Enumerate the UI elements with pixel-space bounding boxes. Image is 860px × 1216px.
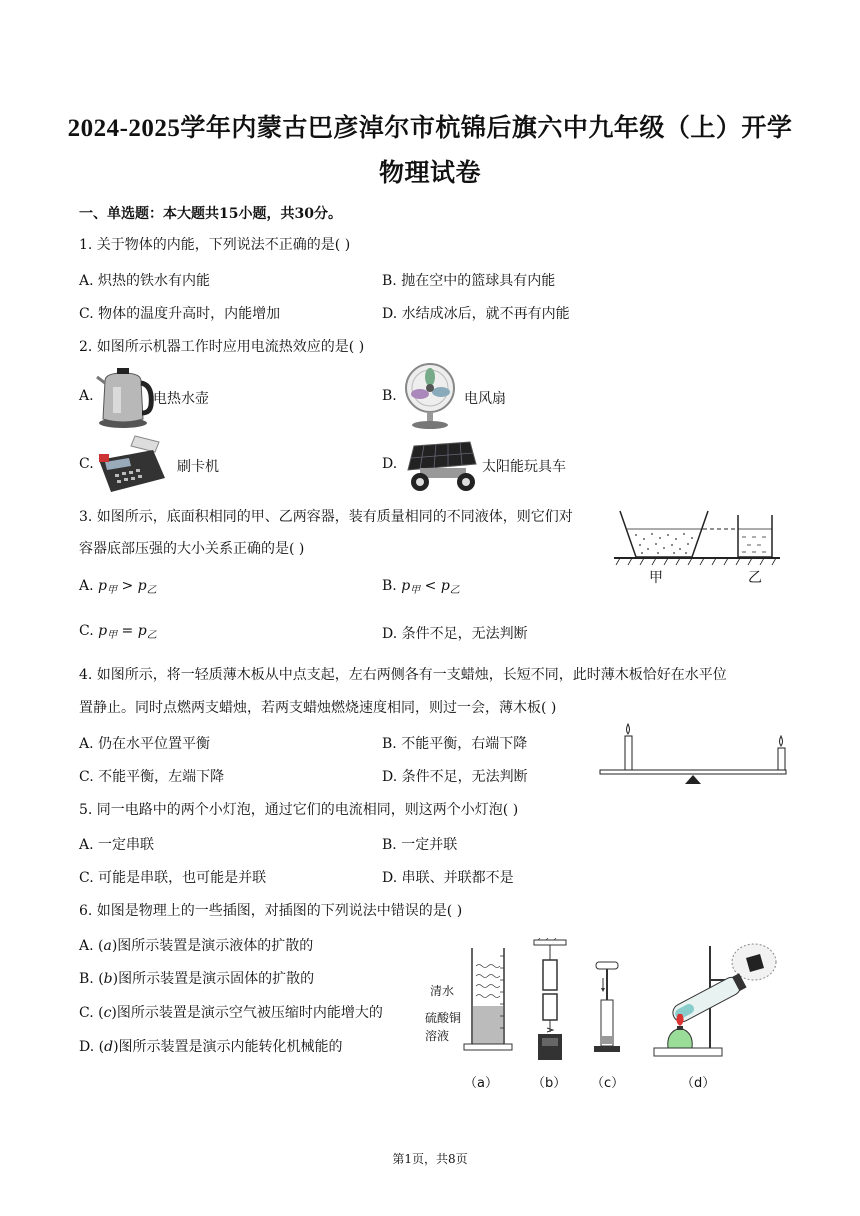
figure-b-caption: （b） bbox=[532, 1076, 567, 1091]
q5-option-d: D. 串联、并联都不是 bbox=[382, 870, 514, 886]
question-5-stem: 5. 同一电路中的两个小灯泡，通过它们的电流相同，则这两个小灯泡( ) bbox=[79, 802, 519, 818]
page-title-line1: 2024-2025学年内蒙古巴彦淖尔市杭锦后旗六中九年级（上）开学 bbox=[67, 115, 793, 142]
q3-option-a: A. $p_甲 > p_乙$ bbox=[79, 578, 157, 596]
q5-option-a: A. 一定串联 bbox=[79, 837, 155, 853]
figure-a-caption: （a） bbox=[464, 1076, 498, 1091]
figure-a-cuso4-label-1: 硫酸铜 bbox=[425, 1011, 462, 1025]
page-title-line2: 物理试卷 bbox=[378, 160, 481, 187]
figure-c-compression-tube bbox=[590, 960, 624, 1060]
q4-option-c: C. 不能平衡，左端下降 bbox=[79, 769, 225, 785]
q6-option-d: D. (d)图所示装置是演示内能转化机械能的 bbox=[79, 1039, 343, 1055]
q5-option-b: B. 一定并联 bbox=[382, 837, 458, 853]
q2-option-c-label: 刷卡机 bbox=[177, 459, 219, 475]
q3-option-c: C. $p_甲 = p_乙$ bbox=[79, 623, 157, 641]
figure-a-water-label: 清水 bbox=[430, 984, 455, 998]
q6-option-a: A. (a)图所示装置是演示液体的扩散的 bbox=[79, 938, 314, 954]
container-yi-label: 乙 bbox=[748, 570, 762, 586]
lever-candles-diagram bbox=[598, 718, 788, 788]
question-6-stem: 6. 如图是物理上的一些插图，对插图的下列说法中错误的是( ) bbox=[79, 903, 463, 919]
q1-option-b: B. 抛在空中的篮球具有内能 bbox=[382, 273, 556, 289]
figure-a-cylinder bbox=[460, 944, 520, 1064]
q2-option-a-letter: A. bbox=[79, 388, 94, 404]
q2-option-b-letter: B. bbox=[382, 388, 397, 404]
q4-option-a: A. 仍在水平位置平衡 bbox=[79, 736, 211, 752]
card-reader-image bbox=[95, 434, 167, 496]
page-footer: 第1页，共8页 bbox=[392, 1152, 468, 1166]
question-2-stem: 2. 如图所示机器工作时应用电流热效应的是( ) bbox=[79, 339, 365, 355]
q5-option-c: C. 可能是串联，也可能是并联 bbox=[79, 870, 267, 886]
q2-option-c-letter: C. bbox=[79, 456, 94, 472]
question-3-stem-line2: 容器底部压强的大小关系正确的是( ) bbox=[79, 541, 305, 557]
q1-option-a: A. 炽热的铁水有内能 bbox=[79, 273, 211, 289]
q4-option-b: B. 不能平衡，右端下降 bbox=[382, 736, 528, 752]
q1-option-d: D. 水结成冰后，就不再有内能 bbox=[382, 306, 570, 322]
section-header: 一、单选题：本大题共15小题，共30分。 bbox=[79, 206, 342, 222]
figure-b-lead-blocks bbox=[530, 938, 570, 1068]
figure-d-steam-tube bbox=[650, 940, 780, 1065]
q2-option-a-label: 电热水壶 bbox=[153, 391, 209, 407]
q6-option-c: C. (c)图所示装置是演示空气被压缩时内能增大的 bbox=[79, 1005, 383, 1021]
question-4-stem-line2: 置静止。同时点燃两支蜡烛，若两支蜡烛燃烧速度相同，则过一会，薄木板( ) bbox=[79, 700, 557, 716]
q1-option-c: C. 物体的温度升高时，内能增加 bbox=[79, 306, 281, 322]
question-4-stem-line1: 4. 如图所示，将一轻质薄木板从中点支起，左右两侧各有一支蜡烛，长短不同，此时薄木板恰好在水平位 bbox=[79, 667, 727, 683]
question-1-stem: 1. 关于物体的内能，下列说法不正确的是( ) bbox=[79, 237, 351, 253]
figure-c-caption: （c） bbox=[591, 1076, 625, 1091]
question-3-stem-line1: 3. 如图所示，底面积相同的甲、乙两容器，装有质量相同的不同液体，则它们对 bbox=[79, 509, 573, 525]
solar-toy-car-image bbox=[400, 438, 484, 496]
container-jia-label: 甲 bbox=[649, 570, 663, 586]
figure-d-caption: （d） bbox=[681, 1076, 716, 1091]
q3-option-d: D. 条件不足，无法判断 bbox=[382, 626, 528, 642]
figure-a-cuso4-label-2: 溶液 bbox=[425, 1029, 450, 1043]
q4-option-d: D. 条件不足，无法判断 bbox=[382, 769, 528, 785]
kettle-image bbox=[95, 365, 155, 429]
q2-option-d-label: 太阳能玩具车 bbox=[482, 459, 566, 475]
q2-option-d-letter: D. bbox=[382, 456, 398, 472]
electric-fan-image bbox=[400, 362, 462, 430]
q3-option-b: B. $p_甲 < p_乙$ bbox=[382, 578, 460, 596]
q2-option-b-label: 电风扇 bbox=[464, 391, 506, 407]
q6-option-b: B. (b)图所示装置是演示固体的扩散的 bbox=[79, 971, 315, 987]
